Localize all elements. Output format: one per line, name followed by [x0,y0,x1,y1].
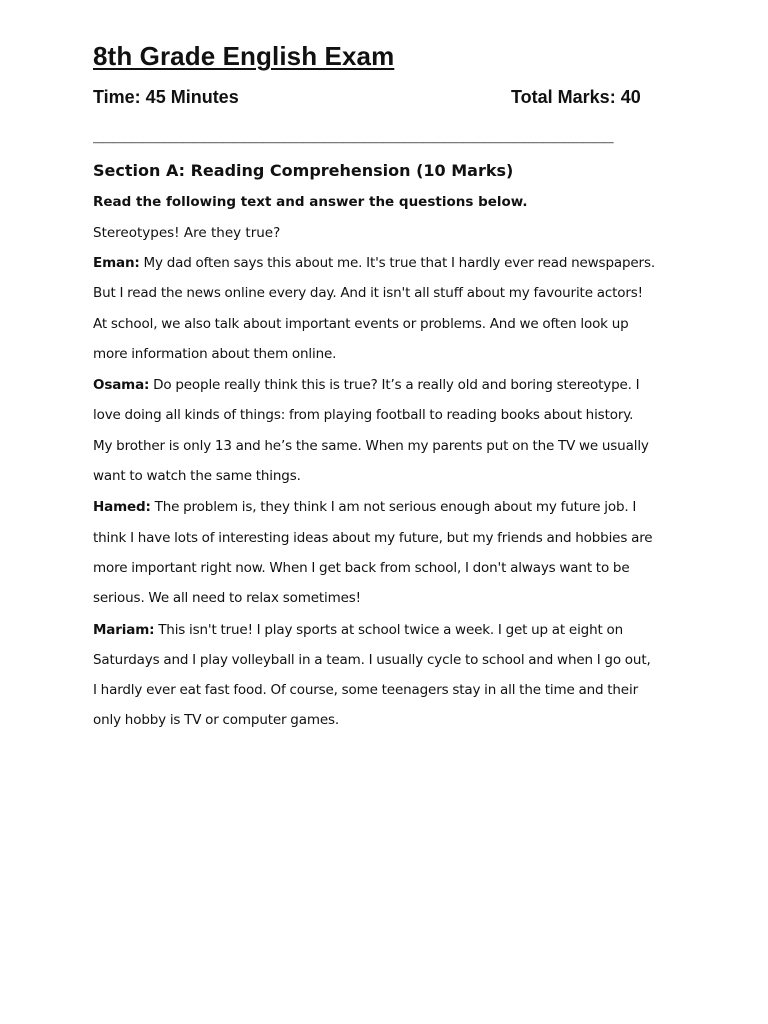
exam-time: Time: 45 Minutes [93,87,239,107]
exam-total-marks: Total Marks: 40 [511,87,641,107]
exam-title: 8th Grade English Exam [93,41,395,71]
section-a-heading: Section A: Reading Comprehension (10 Marks) [93,161,514,180]
paragraph-text: Do people really think this is true? It’s a really old and boring stereotype. I love doing all kinds of things: from playing football to reading books about history. My brother is only 13 and he’s the same. When my parents put on the TV we usually want to watch the same things. [93,377,649,485]
speaker-name: Osama: [93,377,150,394]
exam-meta-row [93,86,655,110]
paragraph-mariam [93,615,655,736]
paragraph-hamed [93,492,655,613]
separator-line: ____________________________________________________ [93,125,614,145]
speaker-name: Hamed: [93,499,151,516]
reading-text-title: Stereotypes! Are they true? [93,225,281,241]
paragraph-text: This isn't true! I play sports at school twice a week. I get up at eight on Saturdays and I play volleyball in a team. I usually cycle to school and when I go out, I hardly ever eat fast food. Of course, some teenagers stay in all the time and their only hobby is TV or computer games. [93,621,651,729]
speaker-name: Eman: [93,255,140,271]
paragraph-eman [93,248,655,369]
speaker-name: Mariam: [93,621,155,638]
paragraph-osama [93,370,655,491]
paragraph-text: The problem is, they think I am not serious enough about my future job. I think I have lots of interesting ideas about my future, but my friends and hobbies are more important right now. When I get back from school, I don't always want to be serious. We all need to relax sometimes! [93,499,653,607]
paragraph-text: My dad often says this about me. It's true that I hardly ever read newspapers. But I read the news online every day. And it isn't all stuff about my favourite actors! At school, we also talk about important events or problems. And we often look up more information about them online. [93,255,655,362]
section-a-instructions: Read the following text and answer the questions below. [93,194,528,210]
exam-page [93,40,655,736]
